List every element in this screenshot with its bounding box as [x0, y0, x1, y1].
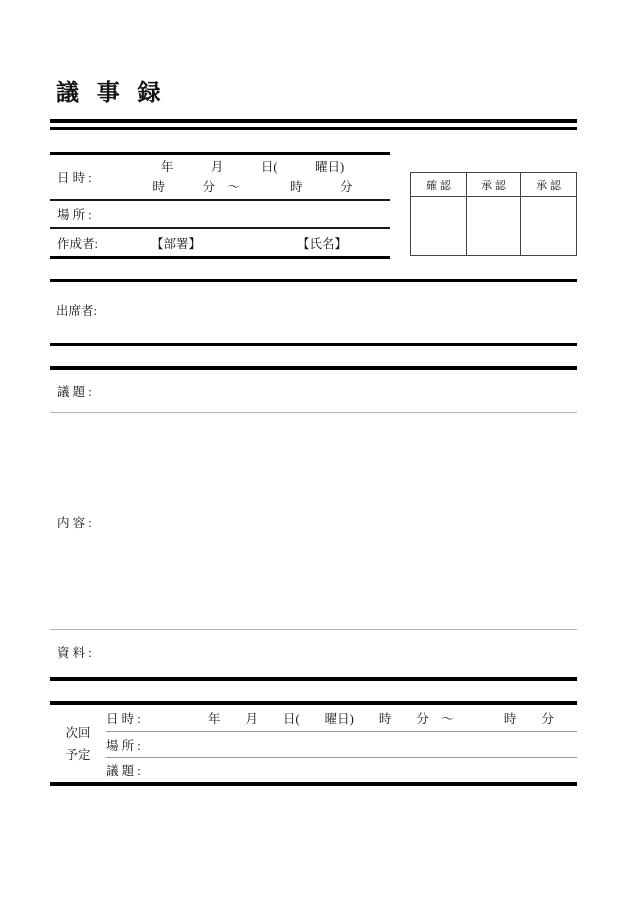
approval-stamp-cell — [521, 197, 576, 255]
approval-header-kakunin: 確 認 — [411, 173, 466, 197]
next-place-label: 場 所 : — [106, 738, 141, 753]
datetime-row — [50, 155, 390, 199]
next-meeting-rows — [106, 705, 577, 782]
next-meeting-row-label — [50, 709, 106, 778]
datetime-time-line: 時 分 ～ 時 分 — [152, 180, 353, 194]
agenda-label: 議 題 : — [57, 385, 92, 399]
datetime-date-line: 年 月 日( 曜日) — [160, 160, 345, 174]
next-meeting-label-line2: 予定 — [65, 747, 91, 762]
main-section-top-rule — [50, 366, 577, 370]
title-rule-thin — [50, 127, 577, 130]
content-label: 内 容 : — [57, 516, 92, 530]
next-meeting-label-line1: 次回 — [65, 725, 91, 740]
approval-stamp-cell — [466, 197, 521, 255]
next-datetime-blank-fields: 年 月 日( 曜日) 時 分 ～ 時 分 — [208, 712, 554, 726]
next-datetime-row — [106, 705, 577, 731]
author-label: 作成者: — [57, 236, 98, 251]
attendees-top-rule — [50, 279, 577, 282]
next-datetime-label: 日 時 : — [106, 712, 141, 726]
divider — [50, 629, 577, 630]
meeting-info-table — [50, 152, 390, 259]
next-meeting-table — [50, 701, 577, 786]
next-agenda-row — [106, 758, 577, 782]
divider — [50, 412, 577, 413]
approval-stamp-cell — [411, 197, 466, 255]
next-agenda-label: 議 題 : — [106, 764, 141, 778]
author-row — [50, 229, 390, 256]
place-label: 場 所 : — [57, 208, 92, 222]
place-row — [50, 201, 390, 227]
author-name-placeholder: 【氏名】 — [297, 236, 348, 251]
attendees-label: 出席者: — [56, 304, 97, 318]
main-section-bottom-rule — [50, 677, 577, 681]
approval-header-shonin-2: 承 認 — [521, 173, 576, 197]
approval-header-shonin-1: 承 認 — [466, 173, 521, 197]
title-rule-thick — [50, 119, 577, 123]
attendees-bottom-rule — [50, 343, 577, 346]
author-department-placeholder: 【部署】 — [151, 236, 202, 251]
materials-label: 資 料 : — [57, 646, 92, 660]
page-title: 議 事 録 — [56, 80, 167, 105]
datetime-blank-fields — [115, 157, 390, 197]
next-place-row — [106, 732, 577, 757]
datetime-label: 日 時 : — [57, 171, 92, 185]
approval-stamp-table — [410, 172, 577, 256]
